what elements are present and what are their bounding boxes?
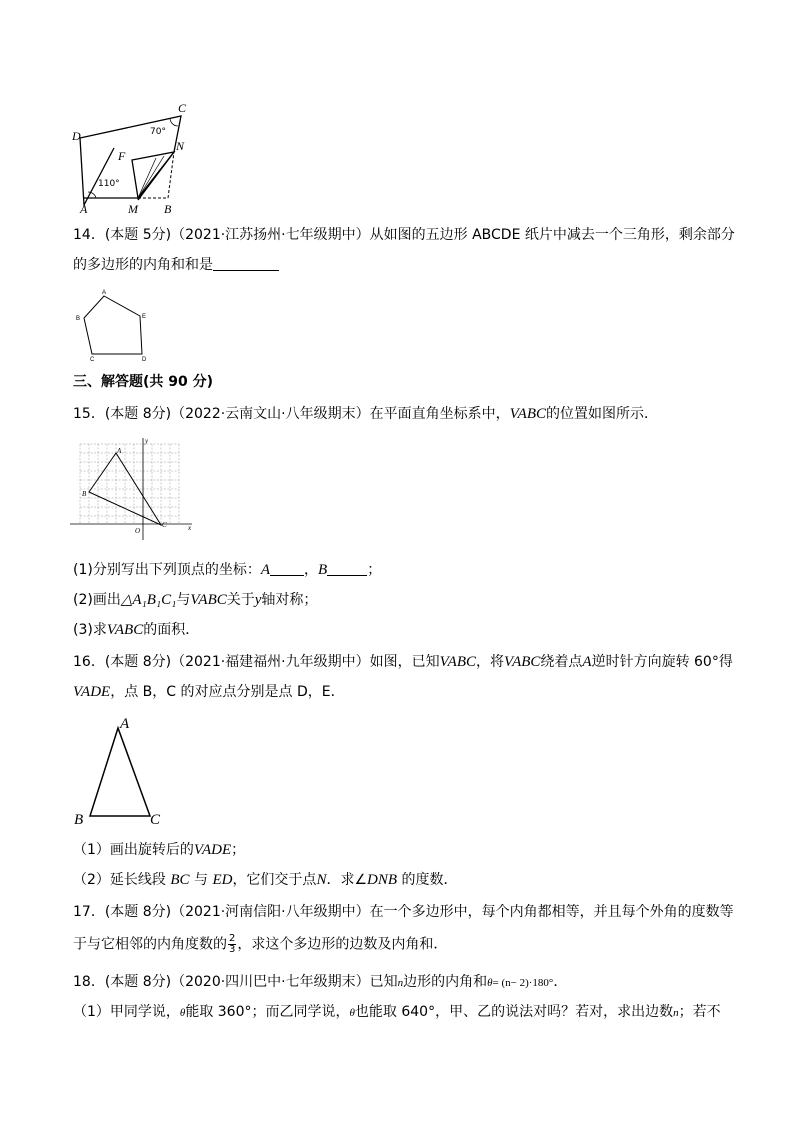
q16-sub2-mid2: ，它们交于点 xyxy=(232,872,317,888)
q18-n1: n xyxy=(397,977,404,989)
grid-label-c: C xyxy=(162,521,167,529)
q17-line2-post: ，求这个多边形的边数及内角和． xyxy=(237,936,448,953)
q14-line1: 14．(本题 5分)（2021·江苏扬州·七年级期中）从如图的五边形 ABCDE 纸片中减去一个三角形，剩余部分 xyxy=(73,227,735,243)
q16-pt-a: A xyxy=(582,654,592,670)
q17-frac-num: 2 xyxy=(229,933,236,944)
label-d: D xyxy=(72,129,81,143)
q15-tri: VABC xyxy=(509,406,547,422)
q15-sub1-b: B xyxy=(318,562,328,578)
coordinate-grid-figure xyxy=(68,436,198,546)
q16-sub2-bc: BC xyxy=(170,872,190,888)
triangle-fmn xyxy=(132,152,174,198)
triangle-abc-shape xyxy=(90,728,150,816)
q15-blank-b[interactable] xyxy=(327,561,367,576)
q14-line2 xyxy=(73,255,279,275)
q15-sub3-post: 的面积． xyxy=(143,622,200,638)
axis-origin-label: O xyxy=(135,527,141,535)
q16-line1 xyxy=(73,652,733,672)
angle-c-arc xyxy=(170,118,178,126)
q16-sub2 xyxy=(73,870,457,890)
q16-line2-tri: VADE xyxy=(73,684,111,700)
q16-sub2-dnb: DNB xyxy=(367,872,398,888)
q16-sub1 xyxy=(73,840,245,860)
pent-label-a: A xyxy=(102,290,107,296)
q16-sub1-tri: VADE xyxy=(193,842,232,858)
label-m: M xyxy=(128,202,138,215)
label-n: N xyxy=(176,139,185,153)
pent-label-b: B xyxy=(76,316,81,322)
q15-sub2-tri2: VABC xyxy=(190,592,227,608)
hatch-2 xyxy=(138,156,164,198)
q15-sub1-end: ； xyxy=(367,562,382,578)
q16-sub1-pre: （1）画出旋转后的 xyxy=(73,842,194,858)
q16-line1-mid2: 绕着点 xyxy=(540,654,583,670)
grid-label-a: A xyxy=(117,447,122,455)
pentagon-shape xyxy=(84,296,142,354)
q15-sub2-pre: (2)画出 xyxy=(73,592,121,608)
q15-line1 xyxy=(73,404,658,424)
q16-sub2-post: 的度数． xyxy=(397,872,458,888)
q15-sub1-a: A xyxy=(260,562,271,578)
pentagon-cut-figure xyxy=(66,100,206,215)
q16-line2-post: ，点 B，C 的对应点分别是点 D，E． xyxy=(110,684,345,700)
q18-line2 xyxy=(73,1002,721,1023)
q15-sub2 xyxy=(73,590,317,610)
q17-line1: 17．(本题 8分)（2021·河南信阳·八年级期中）在一个多边形中，每个内角都相等，并且每个外角的度数等 xyxy=(73,904,734,920)
q18-line1 xyxy=(73,972,567,993)
label-f: F xyxy=(118,149,126,163)
q16-sub2-ed: ED xyxy=(212,872,233,888)
pent-label-e: E xyxy=(142,314,147,320)
q16-sub2-mid3: ．求∠ xyxy=(326,872,368,888)
tri-label-b: B xyxy=(74,812,84,827)
tri-label-a: A xyxy=(120,716,130,732)
q14-line2-text: 的多边形的内角和和是 xyxy=(73,257,213,273)
q18-line2-mid: 能取 360°；而乙同学说， xyxy=(185,1004,350,1020)
q17-line2-pre: 于与它相邻的内角度数的 xyxy=(73,936,227,953)
q15-sub2-y: y xyxy=(254,592,262,608)
q16-sub2-mid: 与 xyxy=(189,872,213,888)
q15-sub3-tri: VABC xyxy=(106,622,144,638)
q16-tri2: VABC xyxy=(504,654,541,670)
q14-answer-blank[interactable] xyxy=(213,256,279,271)
q18-formula: = (n− 2)·180° xyxy=(492,977,554,989)
q15-line1-pre: 15．(本题 8分)（2022·云南文山·八年级期末）在平面直角坐标系中， xyxy=(73,406,510,422)
label-c: C xyxy=(178,101,187,115)
q18-line2-mid2: 也能取 640°，甲、乙的说法对吗？若对，求出边数 xyxy=(354,1004,674,1020)
q18-line2-post: ；若不 xyxy=(678,1004,721,1020)
q18-theta3: θ xyxy=(349,1007,355,1019)
angle-c-value: 70° xyxy=(150,127,166,137)
axis-x-label: x xyxy=(188,524,192,532)
axis-y-label: y xyxy=(145,437,149,445)
q17-fraction xyxy=(228,934,236,955)
q15-sub1 xyxy=(73,560,381,580)
q18-theta2: θ xyxy=(179,1007,186,1019)
q15-sub2-mid2: 关于 xyxy=(226,592,255,608)
q17-line2 xyxy=(73,934,447,955)
q15-blank-a[interactable] xyxy=(270,561,304,576)
pent-label-d: D xyxy=(142,357,147,362)
q15-sub1-pre: (1)分别写出下列顶点的坐标： xyxy=(73,562,261,578)
tri-label-c: C xyxy=(150,812,161,827)
q16-line2 xyxy=(73,682,345,702)
pent-label-c: C xyxy=(90,357,95,362)
section3-heading: 三、解答题(共 90 分) xyxy=(73,374,214,390)
q17-frac-den: 3 xyxy=(229,944,236,955)
q15-sub2-post: 轴对称； xyxy=(261,592,318,608)
q16-sub2-pre: （2）延长线段 xyxy=(73,872,171,888)
q16-sub2-n: N xyxy=(316,872,327,888)
q18-theta: θ xyxy=(487,977,493,989)
grid-label-b: B xyxy=(82,490,87,498)
q16-line1-post: 逆时针方向旋转 60°得 xyxy=(591,654,733,670)
q15-sub2-mid: 与 xyxy=(176,592,191,608)
q18-line1-mid: 边形的内角和 xyxy=(403,974,488,990)
q16-line1-mid: ，将 xyxy=(476,654,505,670)
label-a: A xyxy=(80,202,88,215)
q15-sub2-tri1: △A₁B₁C₁ xyxy=(120,592,177,608)
q15-sub3 xyxy=(73,620,199,640)
q15-sub1-mid: ， xyxy=(304,562,319,578)
angle-a-value: 110° xyxy=(98,179,120,189)
pentagon-abcde-figure xyxy=(72,286,156,362)
triangle-abc-figure xyxy=(70,712,170,827)
q18-n2: n xyxy=(673,1007,679,1019)
q15-line1-post: 的位置如图所示． xyxy=(546,406,659,422)
label-b: B xyxy=(164,202,172,215)
q16-sub1-post: ； xyxy=(231,842,246,858)
q18-line2-pre: （1）甲同学说， xyxy=(73,1004,180,1020)
q18-line1-post: ． xyxy=(553,974,568,990)
q18-line1-pre: 18．(本题 8分)（2020·四川巴中·七年级期末）已知 xyxy=(73,974,398,990)
q15-sub3-pre: (3)求 xyxy=(73,622,107,638)
q16-line1-pre: 16．(本题 8分)（2021·福建福州·九年级期中）如图，已知 xyxy=(73,654,440,670)
q16-tri1: VABC xyxy=(439,654,477,670)
